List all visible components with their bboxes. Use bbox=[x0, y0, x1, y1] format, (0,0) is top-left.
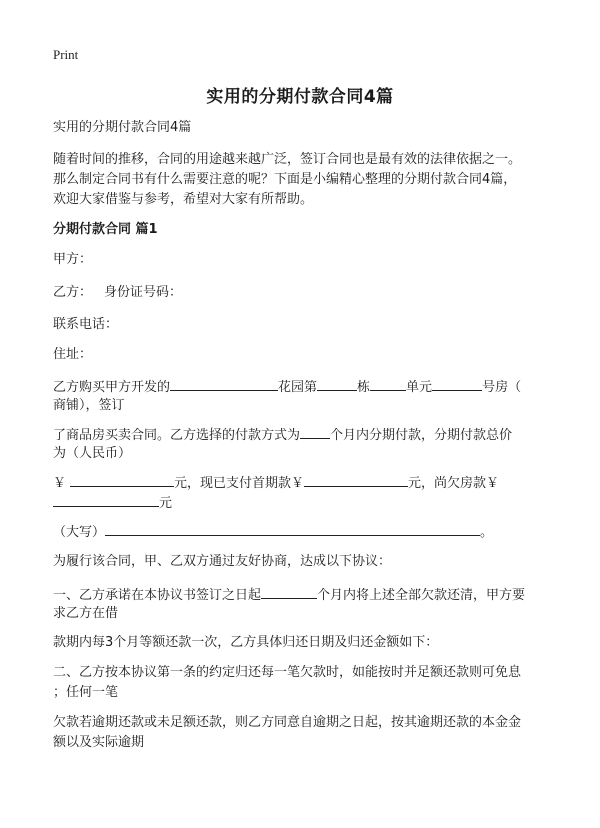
clause-1-cont: 求乙方在借 bbox=[53, 606, 119, 621]
garden-name-blank bbox=[170, 376, 278, 391]
party-b-row bbox=[53, 283, 553, 303]
amount-text-3: 元 bbox=[159, 496, 173, 511]
clause-2-line-2: ；任何一笔 bbox=[53, 685, 119, 700]
purchase-text-5: 号房（ bbox=[482, 380, 522, 395]
document-title: 实用的分期付款合同4篇 bbox=[206, 87, 394, 107]
amount-line-cont bbox=[53, 492, 553, 514]
purchase-text-2: 花园第 bbox=[278, 380, 318, 395]
intro-line-3: 欢迎大家借鉴与参考，希望对大家有所帮助。 bbox=[53, 192, 314, 207]
contract-line-cont: 为（人民币） bbox=[53, 446, 132, 461]
purchase-line-cont: 商铺），签订 bbox=[53, 398, 125, 413]
address-label: 住址： bbox=[53, 347, 93, 362]
contract-line bbox=[53, 424, 553, 446]
down-payment-blank bbox=[304, 472, 408, 487]
daxie-label: （大写） bbox=[53, 525, 106, 540]
amount-text-1: 元，现已支付首期款￥ bbox=[174, 476, 305, 491]
unit-blank bbox=[370, 376, 406, 391]
amount-yen: ￥ bbox=[53, 476, 67, 491]
contract-text-2: 个月内分期付款，分期付款总价 bbox=[330, 428, 513, 443]
repay-months-blank bbox=[261, 584, 317, 599]
contract-text-1: 了商品房买卖合同。乙方选择的付款方式为 bbox=[53, 428, 301, 443]
clause-1b: 款期内每3个月等额还款一次，乙方具体归还日期及归还金额如下： bbox=[53, 635, 439, 650]
amount-text-2: 元，尚欠房款￥ bbox=[408, 476, 500, 491]
document-subtitle: 实用的分期付款合同4篇 bbox=[53, 120, 192, 135]
total-amount-blank bbox=[70, 472, 174, 487]
id-number-label: 身份证号码： bbox=[104, 285, 183, 300]
purchase-text-1: 乙方购买甲方开发的 bbox=[53, 380, 171, 395]
daxie-line bbox=[53, 521, 553, 543]
clause-3-line-1: 欠款若逾期还款或未足额还款，则乙方同意自逾期之日起，按其逾期还款的本金金 bbox=[53, 715, 522, 730]
clause-2-line-1: 二、乙方按本协议第一条的约定归还每一笔欠款时，如能按时并足额还款则可免息 bbox=[53, 665, 522, 680]
intro-line-1: 随着时间的推移，合同的用途越来越广泛，签订合同也是最有效的法律依据之一。 bbox=[53, 152, 522, 167]
clause-3-line-2: 额以及实际逾期 bbox=[53, 735, 145, 750]
purchase-line bbox=[53, 376, 553, 398]
party-a-label: 甲方： bbox=[53, 252, 93, 267]
phone-label: 联系电话： bbox=[53, 317, 119, 332]
months-blank bbox=[300, 424, 330, 439]
purchase-text-3: 栋 bbox=[357, 380, 371, 395]
daxie-blank bbox=[105, 521, 480, 536]
purchase-text-4: 单元 bbox=[406, 380, 433, 395]
intro-line-2: 那么制定合同书有什么需要注意的呢？下面是小编精心整理的分期付款合同4篇， bbox=[53, 172, 517, 187]
clause-1-line bbox=[53, 584, 553, 606]
section-heading: 分期付款合同 篇1 bbox=[53, 222, 158, 237]
amount-line bbox=[53, 472, 553, 494]
daxie-end: 。 bbox=[480, 525, 494, 540]
room-blank bbox=[432, 376, 482, 391]
print-link[interactable]: Print bbox=[53, 47, 79, 62]
building-blank bbox=[317, 376, 357, 391]
party-b-label: 乙方： bbox=[53, 285, 93, 300]
clause-1-text-1: 一、乙方承诺在本协议书签订之日起 bbox=[53, 588, 262, 603]
agreement-line: 为履行该合同，甲、乙双方通过友好协商，达成以下协议： bbox=[53, 554, 392, 569]
balance-blank bbox=[53, 492, 159, 507]
clause-1-text-2: 个月内将上述全部欠款还清，甲方要 bbox=[317, 588, 526, 603]
